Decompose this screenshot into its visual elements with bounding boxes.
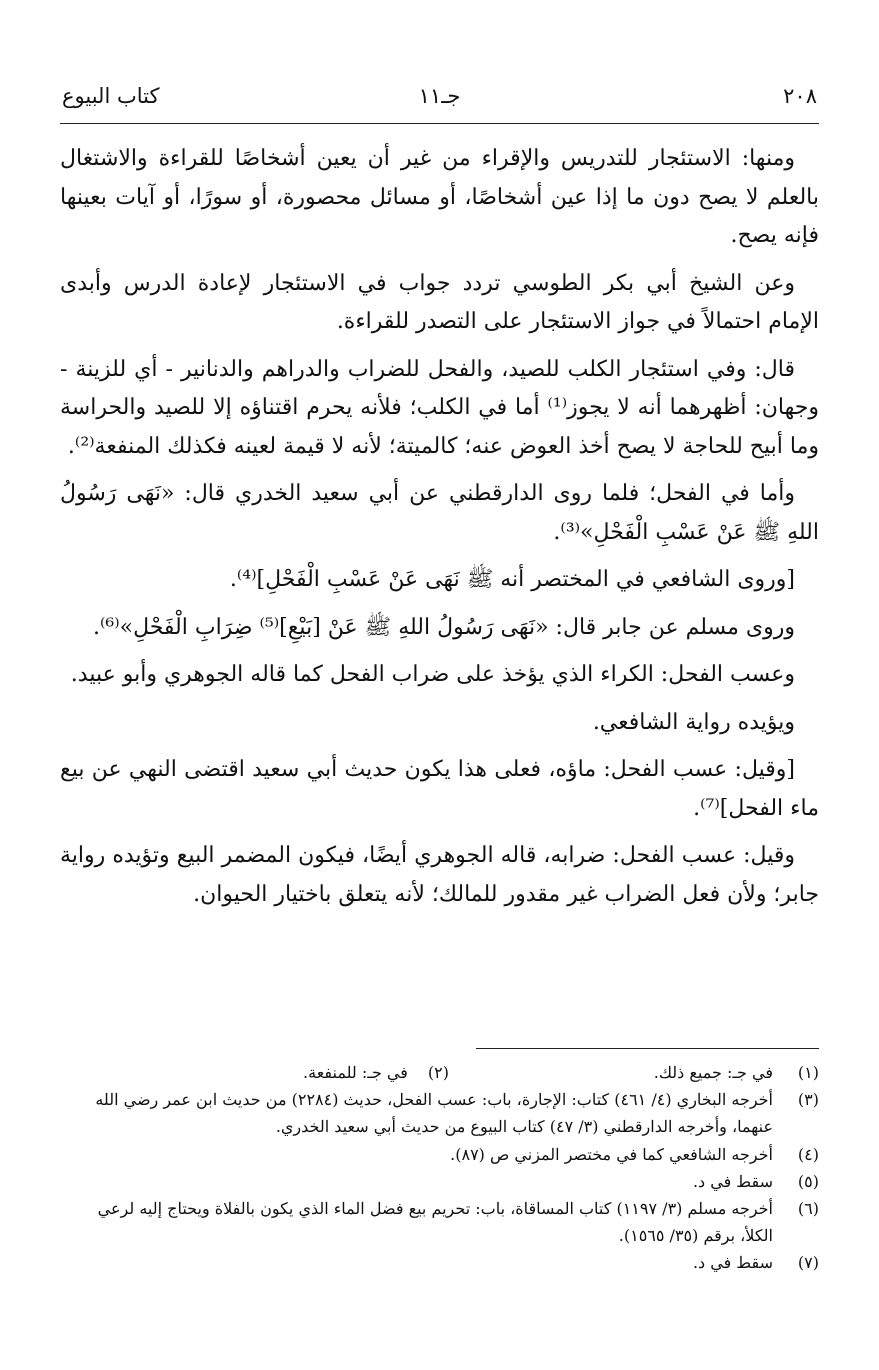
main-text	[60, 140, 819, 914]
footnote-text: أخرجه الشافعي كما في مختصر المزني ص (٨٧).	[450, 1144, 773, 1164]
footnote	[60, 1168, 819, 1195]
paragraph: قال: وفي استئجار الكلب للصيد، والفحل للضراب والدراهم والدنانير - أي للزينة - وجهان: أظهرهما أنه لا يجوز⁽¹⁾ أما في الكلب؛ فلأنه يحرم اقتناؤه إلا للصيد والحراسة وما أبيح للحاجة لا يصح أخذ العوض عنه؛ كالميتة؛ لأنه لا قيمة لعينه فكذلك المنفعة⁽²⁾.	[60, 356, 819, 459]
running-header	[60, 84, 819, 120]
footnote-text: سقط في د.	[692, 1171, 773, 1191]
footnote-number: (٤)	[797, 1144, 819, 1164]
paragraph: وعسب الفحل: الكراء الذي يؤخذ على ضراب الفحل كما قاله الجوهري وأبو عبيد.	[70, 662, 795, 687]
footnote	[60, 1086, 819, 1140]
paragraph: ويؤيده رواية الشافعي.	[592, 709, 795, 735]
page-number: ٢٠٨	[783, 84, 817, 108]
footnote-text: في جـ: للمنفعة.	[303, 1063, 408, 1082]
footnote	[60, 1249, 819, 1276]
footnote-rule	[476, 1048, 819, 1049]
footnote-text: في جـ: جميع ذلك.	[653, 1063, 773, 1082]
paragraph: وقيل: عسب الفحل: ضرابه، قاله الجوهري أيضًا، فيكون المضمر البيع وتؤيده رواية جابر؛ ولأن فعل الضراب غير مقدور للمالك؛ لأنه يتعلق باختيار الحيوان.	[60, 843, 819, 907]
footnote	[653, 1059, 819, 1086]
paragraph: [وروى الشافعي في المختصر أنه ﷺ نَهَى عَنْ عَسْبِ الْفَحْلِ]⁽⁴⁾.	[229, 567, 795, 592]
footnote-number: (٥)	[797, 1171, 819, 1191]
footnote	[60, 1141, 819, 1168]
footnote-number: (١)	[797, 1063, 819, 1082]
footnote-number: (٢)	[427, 1063, 449, 1082]
header-rule	[60, 123, 819, 124]
footnote-text: أخرجه مسلم (٣/ ١١٩٧) كتاب المساقاة، باب: تحريم بيع فضل الماء الذي يكون بالفلاة ويحتاج إليه لرعي الكلأ، برقم (٣٥/ ١٥٦٥).	[97, 1199, 773, 1246]
footnotes	[60, 1059, 819, 1277]
footnote	[303, 1059, 449, 1086]
volume-label: جـ١١	[418, 84, 461, 108]
footnote-text: أخرجه البخاري (٤/ ٤٦١) كتاب: الإجارة، باب: عسب الفحل، حديث (٢٢٨٤) من حديث ابن عمر رضي الله عنهما، وأخرجه الدارقطني (٣/ ٤٧) كتاب البيوع من حديث أبي سعيد الخدري.	[95, 1090, 773, 1137]
footnote-number: (٦)	[797, 1199, 819, 1218]
footnote-row	[60, 1059, 819, 1086]
paragraph: وروى مسلم عن جابر قال: «نَهَى رَسُولُ اللهِ ﷺ عَنْ [بَيْعِ]⁽⁵⁾ ضِرَابِ الْفَحْلِ»⁽⁶⁾.	[92, 614, 795, 640]
book-title: كتاب البيوع	[62, 84, 160, 108]
paragraph: وأما في الفحل؛ فلما روى الدارقطني عن أبي سعيد الخدري قال: «نَهَى رَسُولُ اللهِ ﷺ عَنْ عَسْبِ الْفَحْلِ»⁽³⁾.	[60, 481, 819, 545]
paragraph: ومنها: الاستئجار للتدريس والإقراء من غير أن يعين أشخاصًا للقراءة والاشتغال بالعلم لا يصح دون ما إذا عين أشخاصًا، أو مسائل محصورة، أو سورًا، أو آيات بعينها فإنه يصح.	[60, 146, 819, 248]
footnote-text: سقط في د.	[692, 1253, 773, 1273]
paragraph: [وقيل: عسب الفحل: ماؤه، فعلى هذا يكون حديث أبي سعيد اقتضى النهي عن بيع ماء الفحل]⁽⁷⁾.	[60, 757, 819, 821]
paragraph: وعن الشيخ أبي بكر الطوسي تردد جواب في الاستئجار لإعادة الدرس وأبدى الإمام احتمالاً في جواز الاستئجار على التصدر للقراءة.	[60, 270, 819, 334]
footnote-number: (٧)	[797, 1253, 819, 1273]
footnote-number: (٣)	[797, 1090, 819, 1110]
footnote	[60, 1195, 819, 1249]
